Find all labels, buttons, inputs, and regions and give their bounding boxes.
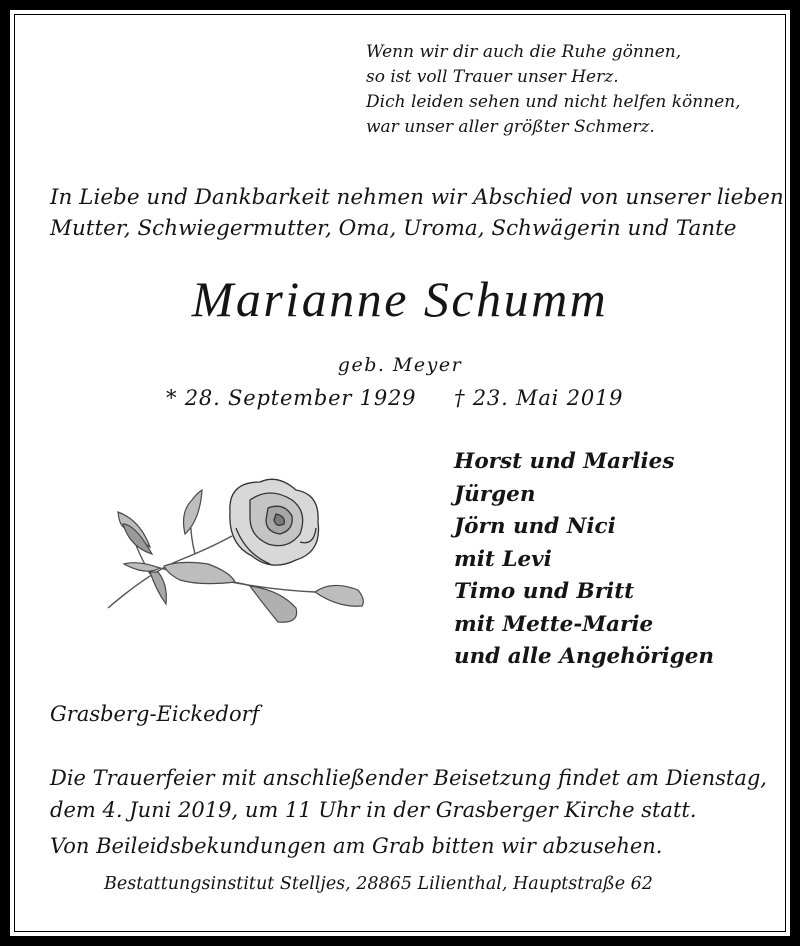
funeral-home: Bestattungsinstitut Stelljes, 28865 Lilienthal, Hauptstraße 62 xyxy=(104,874,653,894)
family-member: Timo und Britt xyxy=(454,579,635,604)
intro-line: In Liebe und Dankbarkeit nehmen wir Abschied von unserer lieben xyxy=(50,185,784,210)
ceremony-line: Die Trauerfeier mit anschließender Beisetzung findet am Dienstag, xyxy=(50,766,767,790)
ceremony-line: dem 4. Juni 2019, um 11 Uhr in der Grasberger Kirche statt. xyxy=(50,798,697,822)
family-member: Jürgen xyxy=(454,481,536,507)
intro-line: Mutter, Schwiegermutter, Oma, Uroma, Schwägerin und Tante xyxy=(50,216,737,241)
condolences-note: Von Beileidsbekundungen am Grab bitten wir abzusehen. xyxy=(50,834,663,858)
family-member: Horst und Marlies xyxy=(454,449,675,474)
death-date: † 23. Mai 2019 xyxy=(454,386,624,410)
ceremony-info xyxy=(50,762,767,826)
family-list xyxy=(454,446,714,674)
family-member: Jörn und Nici xyxy=(454,514,616,539)
place: Grasberg-Eickedorf xyxy=(50,702,260,726)
intro-text xyxy=(50,182,784,244)
poem xyxy=(366,40,741,140)
family-member: mit Mette-Marie xyxy=(454,611,654,637)
deceased-name: Marianne Schumm xyxy=(191,271,609,327)
poem-line: Dich leiden sehen und nicht helfen können, xyxy=(366,92,741,112)
poem-line: so ist voll Trauer unser Herz. xyxy=(366,67,619,87)
rose-icon xyxy=(100,472,380,632)
family-member: und alle Angehörigen xyxy=(454,644,715,669)
maiden-name: geb. Meyer xyxy=(337,354,463,376)
birth-date: * 28. September 1929 xyxy=(166,386,417,410)
family-member: mit Levi xyxy=(454,546,552,572)
poem-line: war unser aller größter Schmerz. xyxy=(366,117,655,137)
poem-line: Wenn wir dir auch die Ruhe gönnen, xyxy=(366,42,682,62)
